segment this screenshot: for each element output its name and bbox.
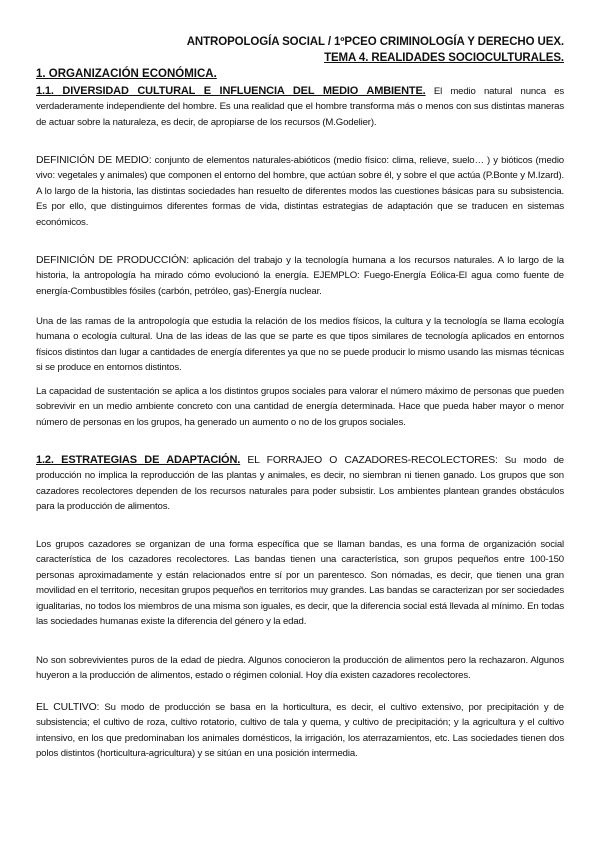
paragraph-edad-piedra: No son sobrevivientes puros de la edad de piedra. Algunos conocieron la producción de alimentos pero la rechazaron. Algunos huyeron a la producción de alimentos, estado o régimen colonial. Hoy día existen cazadores recolectores. xyxy=(36,655,564,682)
cultivo-label: EL CULTIVO: xyxy=(36,702,100,713)
paragraph-diversidad-text: El medio natural nunca es verdaderamente independiente del hombre. Es una realidad que el hombre transforma más o menos con sus distintas maneras de actuar sobre la naturaleza, es decir, de apropiarse de los recursos (M.Godelier). xyxy=(36,86,564,128)
paragraph-estrategias xyxy=(36,453,564,515)
def-produccion-text: aplicación del trabajo y la tecnología humana a los recursos naturales. A lo largo de la historia, la antropología ha mirado cómo evolucionó la energía. EJEMPLO: Fuego-Energía Eólica-El agua como fuente de energía-Combustibles fósiles (carbón, petróleo, gas)-Energía nuclear. xyxy=(36,255,564,297)
forrajeo-label: EL FORRAJEO O CAZADORES-RECOLECTORES: xyxy=(240,455,498,466)
paragraph-bandas: Los grupos cazadores se organizan de una forma específica que se llaman bandas, es una forma de organización social característica de los cazadores recolectores. Las bandas tienen una característica, son grupos pequeños entre 100-150 personas aproximadamente y están relacionados entre sí por un parentesco. Son nómadas, es decir, que tienen una gran movilidad en el territorio, necesitan grupos pequeños en territorios muy grandes. Las bandas se caracterizan por ser sociedades igualitarias, no todos los miembros de una misma son iguales, es decir, que la diferencia social está llevada al mínimo. En todas las sociedades humanas existe la diferencia del género y la edad. xyxy=(36,539,564,628)
paragraph-cultivo xyxy=(36,700,564,762)
def-produccion-label: DEFINICIÓN DE PRODUCCIÓN: xyxy=(36,255,189,266)
header-course-line: ANTROPOLOGÍA SOCIAL / 1ºPCEO CRIMINOLOGÍA Y DERECHO UEX. xyxy=(186,36,564,48)
header-topic-line: TEMA 4. REALIDADES SOCIOCULTURALES. xyxy=(324,52,564,64)
paragraph-def-medio xyxy=(36,153,564,230)
paragraph-def-produccion xyxy=(36,253,564,299)
cultivo-text: Su modo de producción se basa en la horticultura, es decir, el cultivo extensivo, por precipitación y de subsistencia; el cultivo de roza, cultivo rotatorio, cultivo de tala y quema, y cultivo de precipitación; y la agricultura y el cultivo intensivo, en los que predominaban los animales domésticos, la irrigación, los aterrazamientos, etc. Las sociedades tienen dos polos distintos (horticultura-agricultura) y se sitúan en una posición intermedia. xyxy=(36,702,564,760)
paragraph-diversidad xyxy=(36,84,564,130)
paragraph-ecologia: Una de las ramas de la antropología que estudia la relación de los medios físicos, la cultura y la tecnología se llama ecología humana o ecología cultural. Una de las ideas de las que se parte es que tipos similares de tecnología aplicados en entornos físicos distintos dan lugar a cantidades de energía diferentes ya que no se puede producir lo mismo usando las mismas técnicas si se produce en entornos distintos. xyxy=(36,316,564,374)
forrajeo-text: Su modo de producción no implica la reproducción de las plantas y animales, es decir, no siembran ni tienen ganado. Los grupos que son cazadores recolectores dependen de los recursos naturales para poder subsistir. Los ambientes plantean grandes obstáculos para la producción de alimentos. xyxy=(36,455,564,513)
subsection-title-diversidad: 1.1. DIVERSIDAD CULTURAL E INFLUENCIA DEL MEDIO AMBIENTE. xyxy=(36,85,426,97)
def-medio-text: conjunto de elementos naturales-abióticos (medio físico: clima, relieve, suelo… ) y bióticos (medio vivo: vegetales y animales) que componen el entorno del hombre, que actúan sobre él, y sobre el que actúa (P.Bonte y M.Izard). A lo largo de la historia, las distintas sociedades han resuelto de diferentes modos las cuestiones básicas para su subsistencia. Es por ello, que distinguimos diferentes formas de vida, distintas estrategias de adaptación que se traducen en sistemas económicos. xyxy=(36,155,564,228)
subsection-title-estrategias: 1.2. ESTRATEGIAS DE ADAPTACIÓN. xyxy=(36,454,241,466)
paragraph-sustentacion: La capacidad de sustentación se aplica a los distintos grupos sociales para valorar el número máximo de personas que pueden sobrevivir en un medio ambiente concreto con una cantidad de energía determinada. Hace que pueda haber mayor o menor número de personas en los grupos, ha generado un aumento o no de los grupos sociales. xyxy=(36,386,564,428)
def-medio-label: DEFINICIÓN DE MEDIO: xyxy=(36,155,152,166)
section-title-organizacion: 1. ORGANIZACIÓN ECONÓMICA. xyxy=(36,68,217,80)
